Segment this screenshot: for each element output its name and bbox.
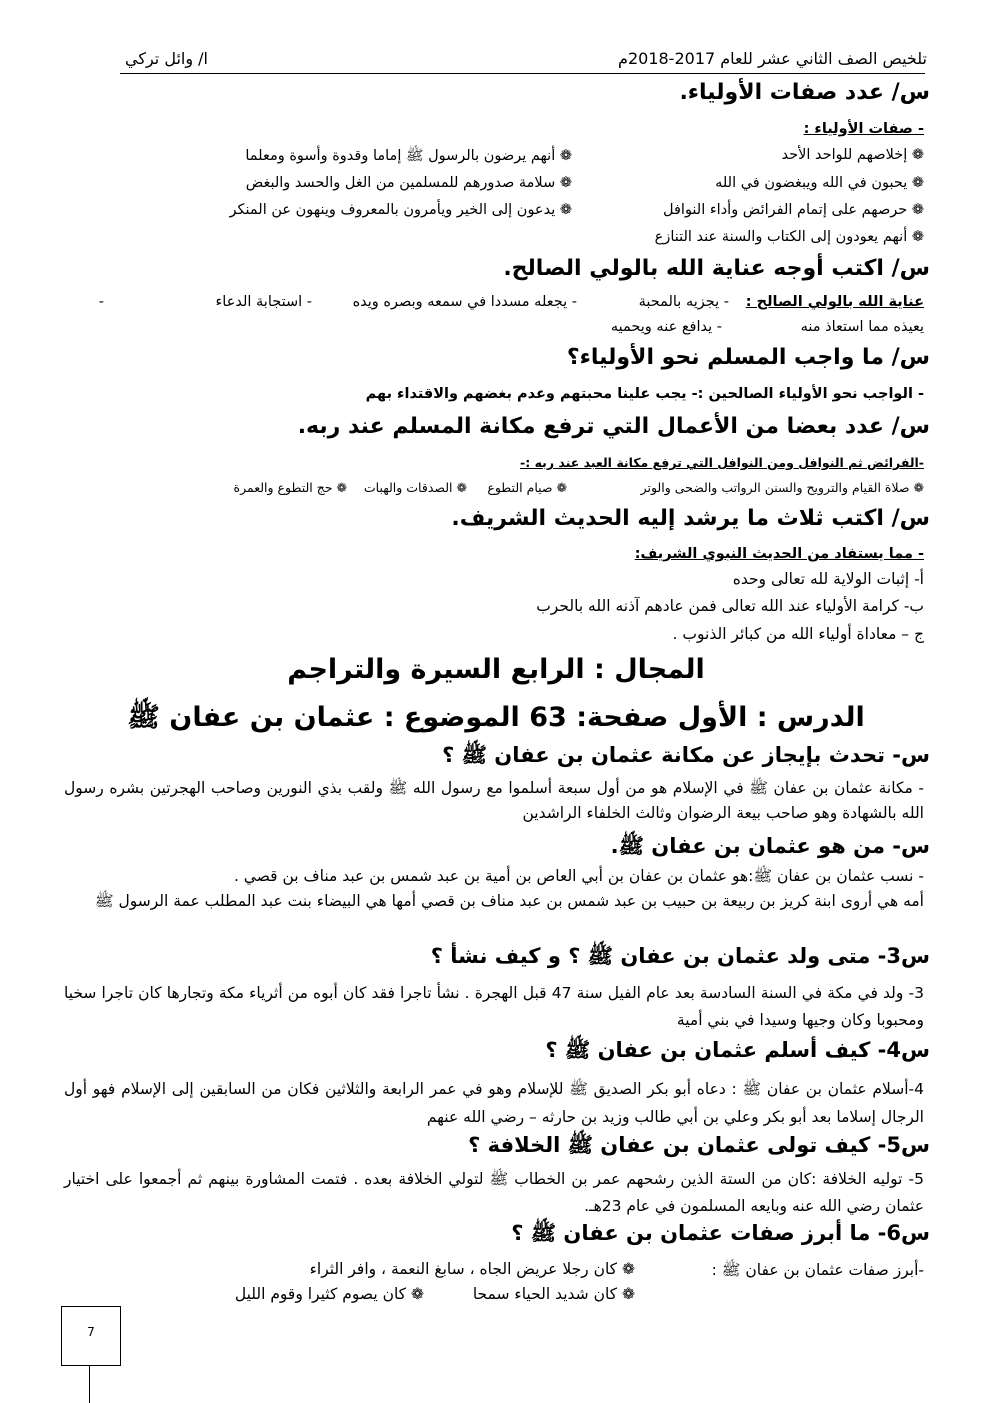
flower-bullet-icon: ❁ — [911, 229, 924, 245]
field-heading: المجال : الرابع السيرة والتراجم — [287, 654, 705, 685]
flower-bullet-icon: ❁ — [913, 480, 924, 495]
q1-item: ❁ يدعون إلى الخير ويأمرون بالمعروف وينهون عن المنكر — [229, 202, 572, 218]
q2-item: يعيذه مما استعاذ منه — [800, 319, 924, 335]
uthman-answer-1: - مكانة عثمان بن عفان ﷺ في الإسلام هو من أول سبعة أسلموا مع رسول الله ﷺ ولقب بذي النورين وصاحب الهجرتين بشره رسول الله بالشهادة وهو صاحب بيعة الرضوان وثالث الخلفاء الراشدين — [64, 779, 924, 822]
uthman-answer-3: 3- ولد في مكة في السنة السادسة بعد عام الفيل سنة 47 قبل الهجرة . نشأ تاجرا فقد كان أبوه من أثرياء مكة وتجارها كان تاجرا سخيا ومحبوبا وكان وجيها وسيدا في بني أمية — [64, 984, 924, 1029]
flower-bullet-icon: ❁ — [622, 1260, 635, 1278]
uthman-answer-2a: - نسب عثمان بن عفان ﷺ:هو عثمان بن عفان بن أبي العاص بن أمية بن عبد شمس بن عبد مناف بن قصي . — [233, 867, 924, 885]
q3-answer: - الواجب نحو الأولياء الصالحين :- يجب علينا محبتهم وعدم بغضهم والاقتداء بهم — [365, 386, 924, 402]
q5-item: ج – معاداة أولياء الله من كبائر الذنوب . — [672, 625, 924, 643]
q2-item: - يدافع عنه ويحميه — [610, 319, 722, 335]
page-number-line — [89, 1365, 90, 1403]
q4-item: ❁ صيام التطوع — [487, 480, 567, 495]
q1-item: ❁ أنهم يرضون بالرسول ﷺ إماما وقدوة وأسوة ومعلما — [245, 148, 572, 164]
uthman-question-4: س4- كيف أسلم عثمان بن عفان ﷺ ؟ — [545, 1038, 930, 1062]
header-rule — [120, 73, 925, 74]
q2-item: - استجابة الدعاء — [215, 294, 312, 310]
q4-item: ❁ صلاة القيام والترويح والسنن الرواتب والضحى والوتر — [640, 480, 924, 495]
uthman-answer-6-label: -أبرز صفات عثمان بن عفان ﷺ : — [711, 1261, 924, 1279]
question-4: س/ عدد بعضا من الأعمال التي ترفع مكانة المسلم عند ربه. — [297, 414, 930, 439]
flower-bullet-icon: ❁ — [336, 480, 347, 495]
q1-item: ❁ سلامة صدورهم للمسلمين من الغل والحسد والبغض — [245, 175, 572, 191]
flower-bullet-icon: ❁ — [559, 148, 572, 164]
q4-item: ❁ الصدقات والهبات — [363, 480, 467, 495]
uthman-question-3: س3- متى ولد عثمان بن عفان ﷺ ؟ و كيف نشأ ؟ — [430, 944, 930, 968]
uthman-question-1: س- تحدث بإيجاز عن مكانة عثمان بن عفان ﷺ ؟ — [442, 743, 930, 767]
q2-item: - يجعله مسددا في سمعه وبصره ويده — [352, 294, 577, 310]
uthman-question-2: س- من هو عثمان بن عفان ﷺ. — [610, 834, 930, 858]
q2-label: عناية الله بالولي الصالح : — [745, 294, 924, 310]
q2-item: - يجزيه بالمحبة — [638, 294, 729, 310]
q1-item: ❁ يحبون في الله ويبغضون في الله — [715, 175, 924, 191]
uthman-answer-6-item: ❁ كان يصوم كثيرا وقوم الليل — [234, 1285, 424, 1303]
flower-bullet-icon: ❁ — [911, 202, 924, 218]
uthman-question-5: س5- كيف تولى عثمان بن عفان ﷺ الخلافة ؟ — [468, 1133, 930, 1157]
lesson-heading: الدرس : الأول صفحة: 63 الموضوع : عثمان بن عفان ﷺ — [127, 702, 865, 733]
q1-item: ❁ حرصهم على إتمام الفرائض وأداء النوافل — [663, 202, 924, 218]
uthman-answer-5: 5- توليه الخلافة :كان من الستة الذين رشحهم عمر بن الخطاب ﷺ لتولي الخلافة بعده . فتمت المشاورة بينهم ثم أجمعوا على اختيار عثمان رضي الله عنه وبايعه المسلمون في عام 23هـ. — [64, 1170, 924, 1215]
uthman-answer-6-item: ❁ كان شديد الحياء سمحا — [472, 1285, 635, 1303]
flower-bullet-icon: ❁ — [559, 175, 572, 191]
flower-bullet-icon: ❁ — [559, 202, 572, 218]
question-2: س/ اكتب أوجه عناية الله بالولي الصالح. — [503, 256, 930, 281]
q1-item: ❁ أنهم يعودون إلى الكتاب والسنة عند التنازع — [654, 229, 924, 245]
flower-bullet-icon: ❁ — [911, 175, 924, 191]
page-number-box — [61, 1306, 121, 1366]
q2-item: - — [98, 294, 104, 310]
question-5: س/ اكتب ثلاث ما يرشد إليه الحديث الشريف. — [451, 506, 930, 531]
uthman-answer-6-item: ❁ كان رجلا عريض الجاه ، سابغ النعمة ، وافر الثراء — [309, 1260, 635, 1278]
flower-bullet-icon: ❁ — [411, 1285, 424, 1303]
uthman-answer-4: 4-أسلام عثمان بن عفان ﷺ : دعاه أبو بكر الصديق ﷺ للإسلام وهو في عمر الرابعة والثلاثين فكان من السابقين إلى الإسلام فهو أول الرجال إسلاما بعد أبو بكر وعلي بن أبي طالب وزيد بن حارثه – رضي الله عنهم — [64, 1080, 924, 1126]
question-3: س/ ما واجب المسلم نحو الأولياء؟ — [566, 345, 930, 370]
flower-bullet-icon: ❁ — [456, 480, 467, 495]
question-1: س/ عدد صفات الأولياء. — [679, 80, 930, 105]
q5-label: - مما يستفاد من الحديث النبوي الشريف: — [634, 546, 924, 562]
header-title: تلخيص الصف الثاني عشر للعام 2017-2018م — [618, 49, 927, 68]
uthman-answer-2b: أمه هي أروى ابنة كريز بن ربيعة بن حبيب بن عبد شمس بن عبد مناف بن قصي أمها هي البيضاء بنت عبد المطلب عمة الرسول ﷺ — [94, 892, 924, 910]
q4-item: ❁ حج التطوع والعمرة — [233, 480, 347, 495]
uthman-question-6: س6- ما أبرز صفات عثمان بن عفان ﷺ ؟ — [511, 1221, 930, 1245]
q1-item: ❁ إخلاصهم للواحد الأحد — [781, 147, 924, 163]
q5-item: أ- إثبات الولاية لله تعالى وحده — [732, 570, 924, 588]
page-number: 7 — [87, 1325, 95, 1339]
flower-bullet-icon: ❁ — [556, 480, 567, 495]
q4-label: -الفرائض ثم النوافل ومن النوافل التي ترفع مكانة العبد عند ربه :- — [520, 455, 924, 470]
header-teacher: ا/ وائل تركي — [125, 49, 208, 68]
q1-label: - صفات الأولياء : — [803, 121, 924, 137]
flower-bullet-icon: ❁ — [622, 1285, 635, 1303]
flower-bullet-icon: ❁ — [911, 147, 924, 163]
q5-item: ب- كرامة الأولياء عند الله تعالى فمن عادهم آذنه الله بالحرب — [536, 597, 924, 615]
